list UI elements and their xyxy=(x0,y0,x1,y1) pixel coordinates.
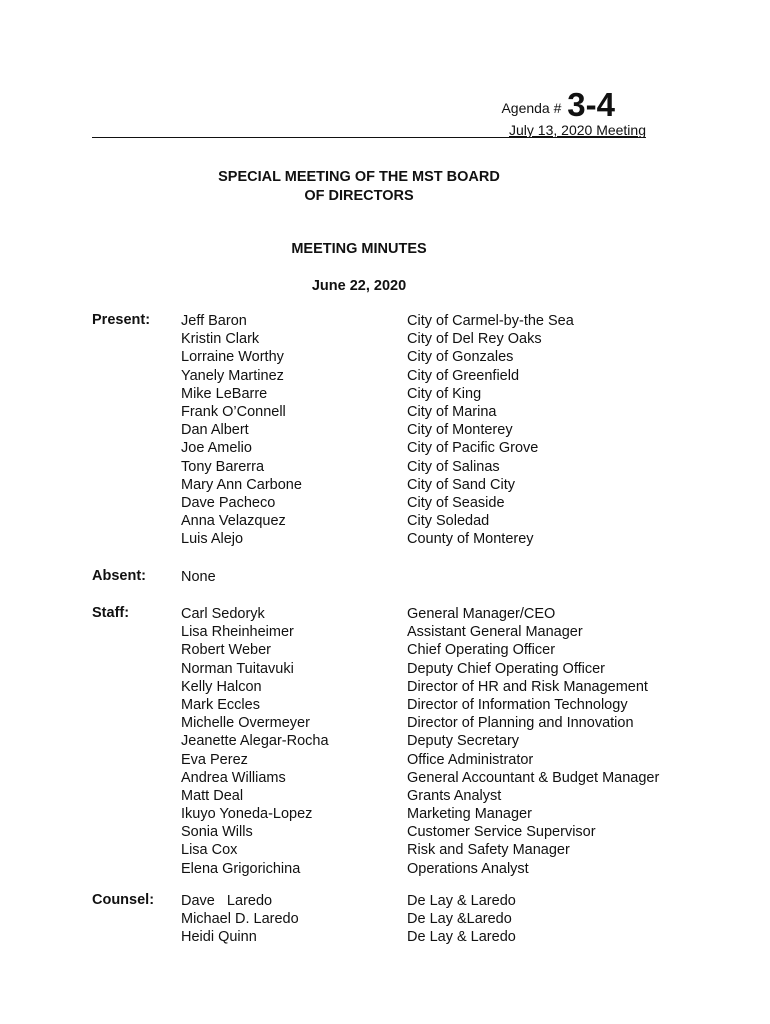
staff-label: Staff: xyxy=(92,605,130,621)
agenda-prefix: Agenda # xyxy=(501,100,562,116)
attendee-name: Mike LeBarre xyxy=(181,385,268,402)
attendee-name: Yanely Martinez xyxy=(181,367,284,384)
attendee-name: Lorraine Worthy xyxy=(181,349,284,366)
document-subtitle: MEETING MINUTES xyxy=(291,241,427,257)
attendee-name: Tony Barerra xyxy=(181,458,265,475)
attendee-affiliation: Director of Planning and Innovation xyxy=(407,715,634,732)
attendee-name: Luis Alejo xyxy=(181,531,244,548)
attendee-affiliation: City of Salinas xyxy=(407,458,500,475)
attendee-affiliation: Grants Analyst xyxy=(407,787,502,804)
attendee-name: Kristin Clark xyxy=(181,331,260,348)
attendee-affiliation: Deputy Secretary xyxy=(407,733,520,750)
attendee-name: Kelly Halcon xyxy=(181,678,262,695)
attendee-name: Matt Deal xyxy=(181,787,244,804)
attendee-name: Carl Sedoryk xyxy=(181,606,265,622)
attendee-affiliation: Director of HR and Risk Management xyxy=(407,678,648,695)
attendee-name: Dave Pacheco xyxy=(181,494,276,511)
attendee-name: Michael D. Laredo xyxy=(181,911,299,928)
header-rule xyxy=(92,137,646,138)
attendee-name: Michelle Overmeyer xyxy=(181,715,310,732)
attendee-affiliation: De Lay & Laredo xyxy=(407,893,516,909)
attendee-affiliation: Risk and Safety Manager xyxy=(407,842,570,859)
present-affiliations xyxy=(407,312,574,548)
attendee-name: Joe Amelio xyxy=(181,440,252,457)
counsel-label: Counsel: xyxy=(92,892,155,908)
staff-titles xyxy=(407,605,659,878)
counsel-names xyxy=(181,892,299,947)
attendee-name: Frank O’Connell xyxy=(181,403,286,420)
attendee-affiliation: Deputy Chief Operating Officer xyxy=(407,660,605,677)
attendee-name: Sonia Wills xyxy=(181,824,253,841)
attendee-affiliation: City of Carmel-by-the Sea xyxy=(407,313,574,329)
attendee-name: Mary Ann Carbone xyxy=(181,476,302,493)
document-title xyxy=(0,168,718,206)
attendee-name: Jeff Baron xyxy=(181,313,247,329)
attendee-name: Eva Perez xyxy=(181,751,248,768)
attendee-name: Andrea Williams xyxy=(181,769,286,786)
attendee-name: Norman Tuitavuki xyxy=(181,660,294,677)
attendee-affiliation: Assistant General Manager xyxy=(407,624,583,641)
absent-names xyxy=(181,568,216,586)
title-line-2: OF DIRECTORS xyxy=(304,188,414,204)
attendee-affiliation: Marketing Manager xyxy=(407,806,532,823)
attendee-name: Dave Laredo xyxy=(181,893,273,909)
absent-label: Absent: xyxy=(92,568,146,584)
present-label: Present: xyxy=(92,312,151,328)
agenda-number xyxy=(501,86,615,124)
attendee-name: Lisa Cox xyxy=(181,842,238,859)
attendee-affiliation: General Manager/CEO xyxy=(407,606,556,622)
attendee-affiliation: City of Sand City xyxy=(407,476,515,493)
attendee-affiliation: Director of Information Technology xyxy=(407,696,628,713)
attendee-name: Jeanette Alegar-Rocha xyxy=(181,733,329,750)
attendee-name: Robert Weber xyxy=(181,642,271,659)
attendee-affiliation: Customer Service Supervisor xyxy=(407,824,596,841)
present-names xyxy=(181,312,302,548)
staff-names xyxy=(181,605,329,878)
attendee-affiliation: City of King xyxy=(407,385,482,402)
attendee-affiliation: De Lay & Laredo xyxy=(407,929,516,946)
attendee-affiliation: City Soledad xyxy=(407,513,490,530)
attendee-affiliation: Office Administrator xyxy=(407,751,534,768)
title-line-1: SPECIAL MEETING OF THE MST BOARD xyxy=(218,169,500,185)
counsel-firms xyxy=(407,892,516,947)
agenda-item-number: 3-4 xyxy=(567,86,615,123)
attendee-affiliation: General Accountant & Budget Manager xyxy=(407,769,660,786)
attendee-name: Mark Eccles xyxy=(181,696,260,713)
attendee-name: Heidi Quinn xyxy=(181,929,257,946)
attendee-name: Dan Albert xyxy=(181,422,249,439)
attendee-affiliation: Operations Analyst xyxy=(407,860,529,877)
attendee-affiliation: City of Greenfield xyxy=(407,367,520,384)
attendee-affiliation: County of Monterey xyxy=(407,531,534,548)
attendee-affiliation: City of Marina xyxy=(407,403,497,420)
attendee-name: None xyxy=(181,569,216,585)
attendee-name: Anna Velazquez xyxy=(181,513,286,530)
meeting-date: June 22, 2020 xyxy=(311,278,407,294)
attendee-affiliation: City of Pacific Grove xyxy=(407,440,539,457)
attendee-affiliation: City of Del Rey Oaks xyxy=(407,331,542,348)
attendee-affiliation: City of Monterey xyxy=(407,422,513,439)
meeting-date-header: July 13, 2020 Meeting xyxy=(509,122,646,138)
attendee-affiliation: City of Gonzales xyxy=(407,349,514,366)
attendee-name: Lisa Rheinheimer xyxy=(181,624,294,641)
attendee-name: Ikuyo Yoneda-Lopez xyxy=(181,806,313,823)
attendee-affiliation: Chief Operating Officer xyxy=(407,642,556,659)
attendee-affiliation: City of Seaside xyxy=(407,494,505,511)
attendee-name: Elena Grigorichina xyxy=(181,860,301,877)
attendee-affiliation: De Lay &Laredo xyxy=(407,911,512,928)
